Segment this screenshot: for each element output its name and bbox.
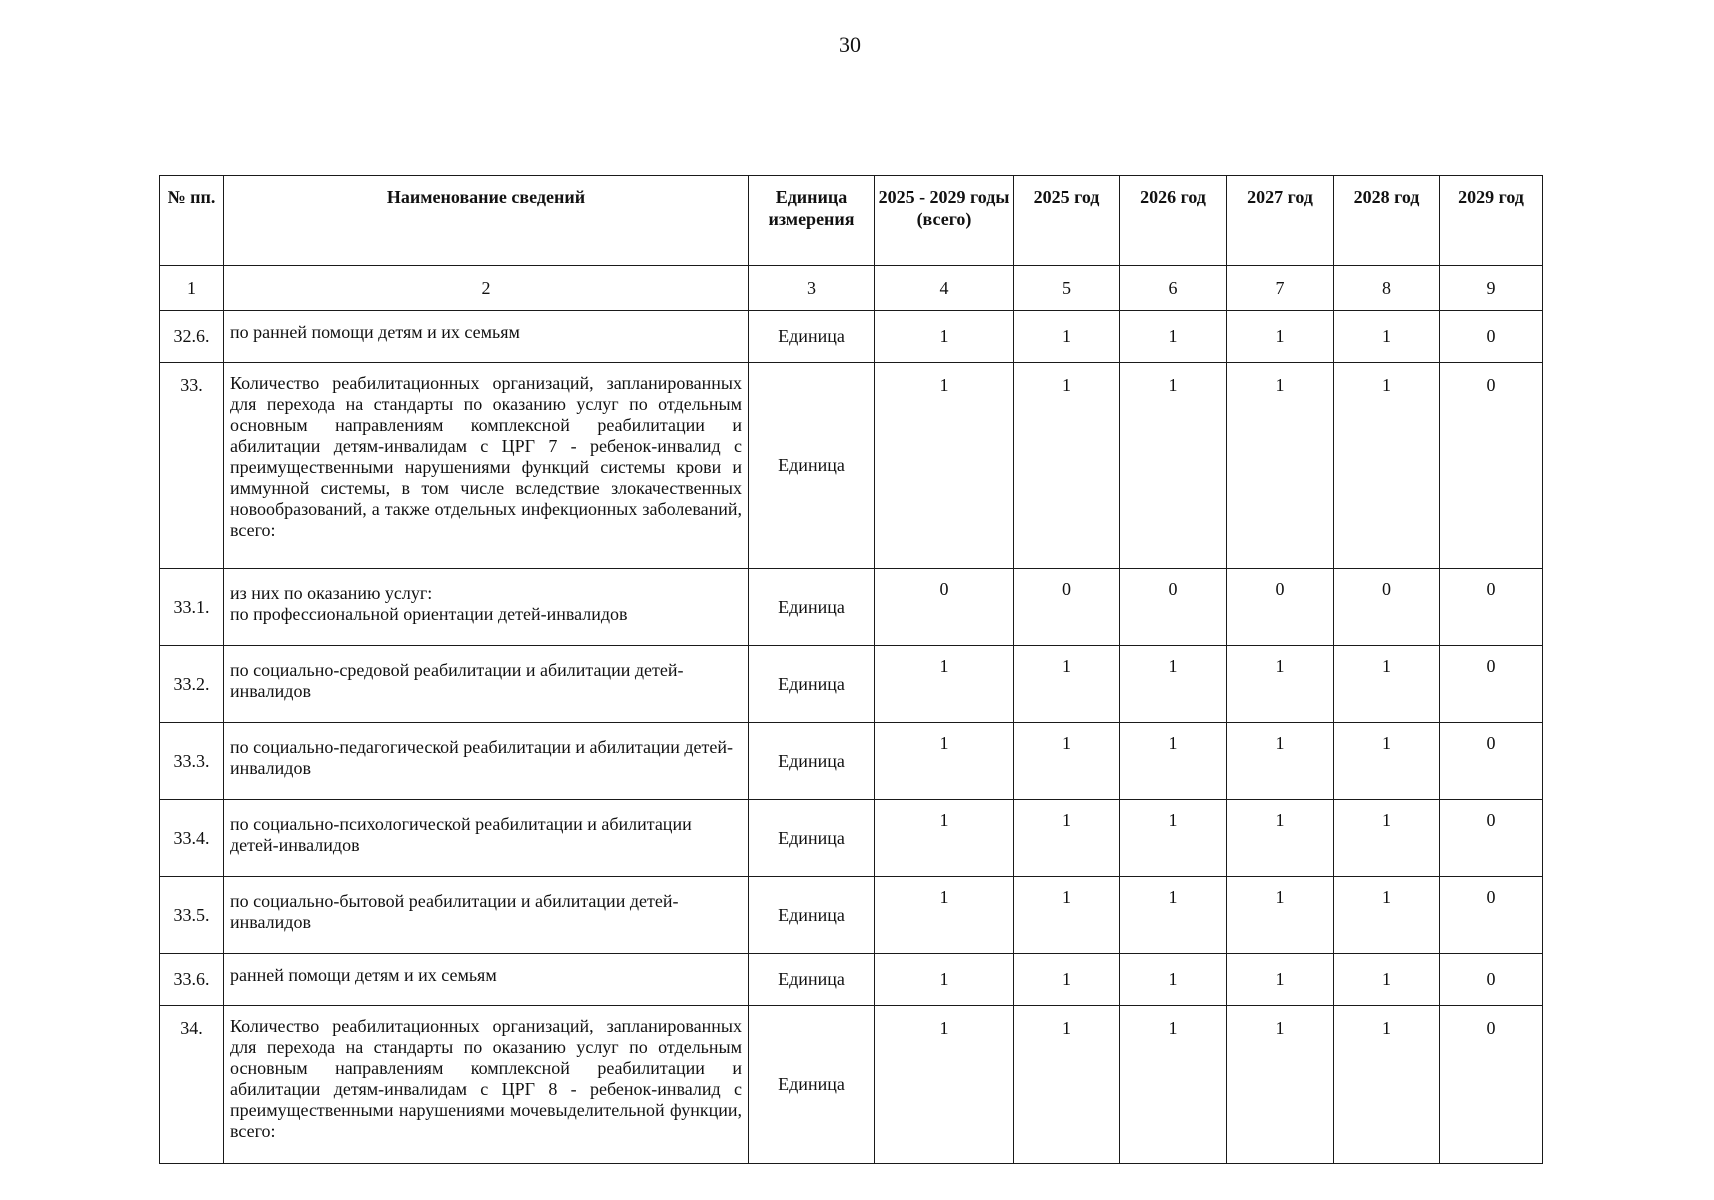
row-unit: Единица bbox=[749, 311, 875, 363]
row-number: 33.2. bbox=[160, 646, 224, 723]
row-name: по ранней помощи детям и их семьям bbox=[224, 311, 749, 363]
value-2029: 0 bbox=[1440, 877, 1543, 954]
value-2027: 1 bbox=[1227, 311, 1334, 363]
value-2027: 1 bbox=[1227, 723, 1334, 800]
value-2027: 1 bbox=[1227, 800, 1334, 877]
col-header-2025: 2025 год bbox=[1014, 176, 1120, 266]
value-2028: 1 bbox=[1334, 954, 1440, 1006]
value-total: 1 bbox=[875, 646, 1014, 723]
column-number-row bbox=[160, 266, 1543, 311]
row-name: по социально-бытовой реабилитации и абилитации детей-инвалидов bbox=[224, 877, 749, 954]
value-2025: 1 bbox=[1014, 877, 1120, 954]
col-header-total: 2025 - 2029 годы (всего) bbox=[875, 176, 1014, 266]
column-number: 2 bbox=[224, 266, 749, 311]
table-row bbox=[160, 877, 1543, 954]
row-unit: Единица bbox=[749, 877, 875, 954]
value-2028: 1 bbox=[1334, 800, 1440, 877]
value-2026: 1 bbox=[1120, 800, 1227, 877]
value-2028: 0 bbox=[1334, 569, 1440, 646]
row-number: 33. bbox=[160, 363, 224, 569]
value-2026: 1 bbox=[1120, 311, 1227, 363]
col-header-2026: 2026 год bbox=[1120, 176, 1227, 266]
value-2029: 0 bbox=[1440, 311, 1543, 363]
table-row bbox=[160, 800, 1543, 877]
table-row bbox=[160, 954, 1543, 1006]
row-number: 33.5. bbox=[160, 877, 224, 954]
row-unit: Единица bbox=[749, 723, 875, 800]
value-total: 1 bbox=[875, 1006, 1014, 1164]
value-total: 0 bbox=[875, 569, 1014, 646]
row-unit: Единица bbox=[749, 954, 875, 1006]
table-row bbox=[160, 569, 1543, 646]
table-row bbox=[160, 363, 1543, 569]
row-name: ранней помощи детям и их семьям bbox=[224, 954, 749, 1006]
row-name: по социально-педагогической реабилитации и абилитации детей-инвалидов bbox=[224, 723, 749, 800]
value-2026: 1 bbox=[1120, 954, 1227, 1006]
value-2028: 1 bbox=[1334, 311, 1440, 363]
row-number: 33.4. bbox=[160, 800, 224, 877]
table-row bbox=[160, 311, 1543, 363]
value-2025: 1 bbox=[1014, 311, 1120, 363]
value-2025: 1 bbox=[1014, 1006, 1120, 1164]
row-name-line: по профессиональной ориентации детей-инвалидов bbox=[230, 604, 628, 624]
col-header-num: № пп. bbox=[160, 176, 224, 266]
value-2029: 0 bbox=[1440, 723, 1543, 800]
row-unit: Единица bbox=[749, 800, 875, 877]
col-header-2029: 2029 год bbox=[1440, 176, 1543, 266]
column-number: 6 bbox=[1120, 266, 1227, 311]
column-number: 5 bbox=[1014, 266, 1120, 311]
column-number: 4 bbox=[875, 266, 1014, 311]
table-row bbox=[160, 723, 1543, 800]
value-2027: 1 bbox=[1227, 363, 1334, 569]
row-name: Количество реабилитационных организаций, запланированных для перехода на стандарты по оказанию услуг по отдельным основным направлениям комплексной реабилитации и абилитации детям-инвалидам с ЦРГ 7 - ребенок-инвалид с преимущественными нарушениями функций системы крови и иммунной системы, в том числе вследствие злокачественных новообразований, а также отдельных инфекционных заболеваний, всего: bbox=[224, 363, 749, 569]
value-2025: 1 bbox=[1014, 800, 1120, 877]
value-total: 1 bbox=[875, 363, 1014, 569]
value-2028: 1 bbox=[1334, 646, 1440, 723]
value-2026: 1 bbox=[1120, 723, 1227, 800]
header-row bbox=[160, 176, 1543, 266]
col-header-2027: 2027 год bbox=[1227, 176, 1334, 266]
value-2029: 0 bbox=[1440, 1006, 1543, 1164]
value-2025: 1 bbox=[1014, 954, 1120, 1006]
row-name-line: из них по оказанию услуг: bbox=[230, 583, 433, 603]
value-2028: 1 bbox=[1334, 723, 1440, 800]
row-number: 32.6. bbox=[160, 311, 224, 363]
value-2029: 0 bbox=[1440, 363, 1543, 569]
value-2025: 1 bbox=[1014, 723, 1120, 800]
value-2029: 0 bbox=[1440, 954, 1543, 1006]
value-2027: 1 bbox=[1227, 646, 1334, 723]
value-2026: 1 bbox=[1120, 1006, 1227, 1164]
value-2028: 1 bbox=[1334, 1006, 1440, 1164]
column-number: 9 bbox=[1440, 266, 1543, 311]
value-2027: 1 bbox=[1227, 1006, 1334, 1164]
value-total: 1 bbox=[875, 954, 1014, 1006]
row-unit: Единица bbox=[749, 569, 875, 646]
value-2027: 0 bbox=[1227, 569, 1334, 646]
col-header-name: Наименование сведений bbox=[224, 176, 749, 266]
value-2029: 0 bbox=[1440, 569, 1543, 646]
value-2028: 1 bbox=[1334, 363, 1440, 569]
value-2025: 1 bbox=[1014, 363, 1120, 569]
table-row bbox=[160, 646, 1543, 723]
value-total: 1 bbox=[875, 800, 1014, 877]
row-number: 34. bbox=[160, 1006, 224, 1164]
data-table bbox=[159, 175, 1543, 1164]
page-number: 30 bbox=[839, 32, 861, 57]
row-unit: Единица bbox=[749, 363, 875, 569]
value-2027: 1 bbox=[1227, 954, 1334, 1006]
value-2026: 1 bbox=[1120, 646, 1227, 723]
value-2029: 0 bbox=[1440, 800, 1543, 877]
value-2027: 1 bbox=[1227, 877, 1334, 954]
value-2029: 0 bbox=[1440, 646, 1543, 723]
row-number: 33.1. bbox=[160, 569, 224, 646]
row-unit: Единица bbox=[749, 1006, 875, 1164]
row-name: по социально-психологической реабилитации и абилитации детей-инвалидов bbox=[224, 800, 749, 877]
row-name bbox=[224, 569, 749, 646]
value-2026: 0 bbox=[1120, 569, 1227, 646]
row-number: 33.3. bbox=[160, 723, 224, 800]
row-name: Количество реабилитационных организаций, запланированных для перехода на стандарты по оказанию услуг по отдельным основным направлениям комплексной реабилитации и абилитации детям-инвалидам с ЦРГ 8 - ребенок-инвалид с преимущественными нарушениями мочевыделительной функции, всего: bbox=[224, 1006, 749, 1164]
col-header-2028: 2028 год bbox=[1334, 176, 1440, 266]
column-number: 1 bbox=[160, 266, 224, 311]
column-number: 7 bbox=[1227, 266, 1334, 311]
column-number: 3 bbox=[749, 266, 875, 311]
value-2025: 1 bbox=[1014, 646, 1120, 723]
row-unit: Единица bbox=[749, 646, 875, 723]
value-2026: 1 bbox=[1120, 877, 1227, 954]
col-header-unit: Единица измерения bbox=[749, 176, 875, 266]
value-total: 1 bbox=[875, 723, 1014, 800]
value-2028: 1 bbox=[1334, 877, 1440, 954]
value-total: 1 bbox=[875, 877, 1014, 954]
row-number: 33.6. bbox=[160, 954, 224, 1006]
table-row bbox=[160, 1006, 1543, 1164]
value-2025: 0 bbox=[1014, 569, 1120, 646]
row-name: по социально-средовой реабилитации и абилитации детей-инвалидов bbox=[224, 646, 749, 723]
column-number: 8 bbox=[1334, 266, 1440, 311]
value-2026: 1 bbox=[1120, 363, 1227, 569]
value-total: 1 bbox=[875, 311, 1014, 363]
